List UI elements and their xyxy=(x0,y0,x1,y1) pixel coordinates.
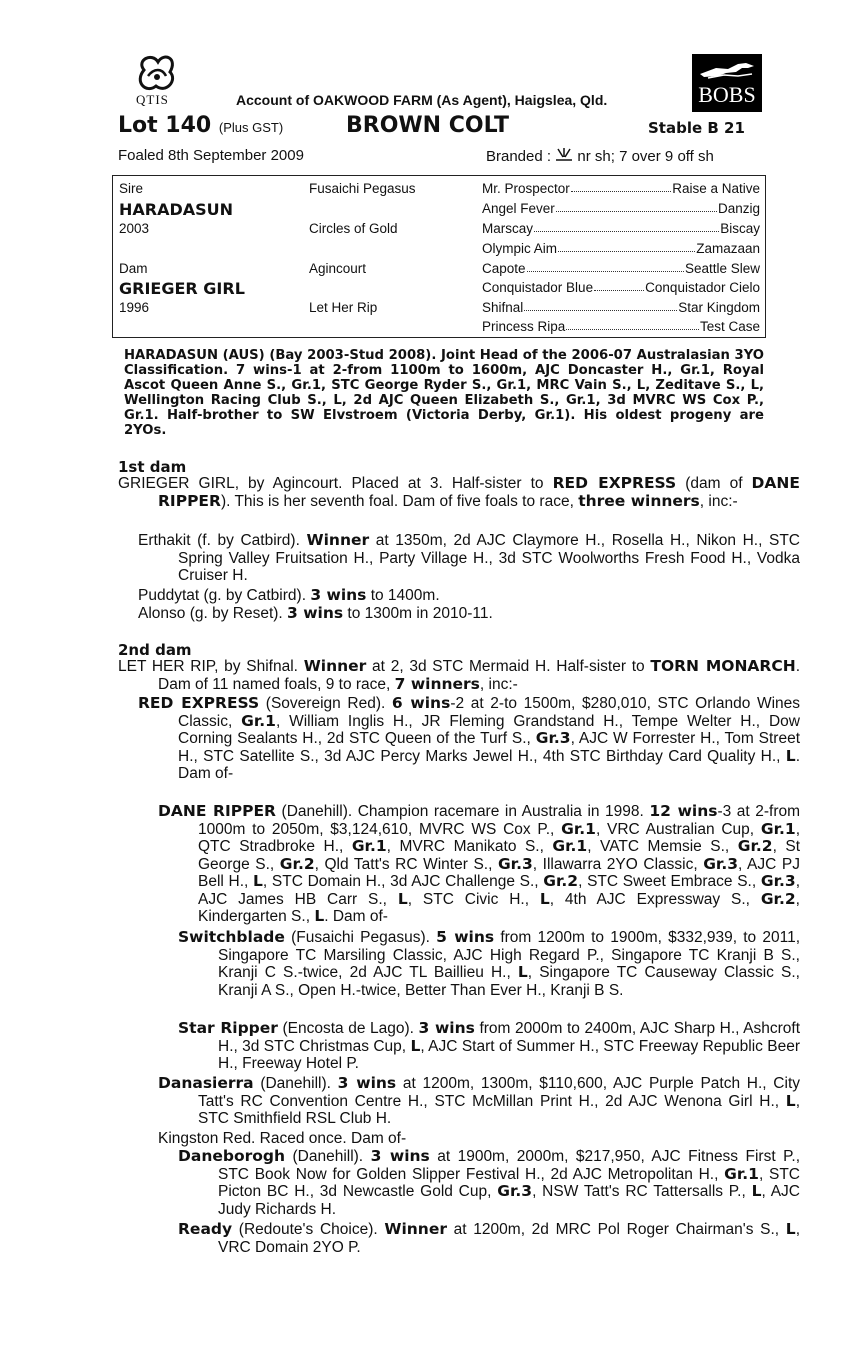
emphasis: Star Ripper xyxy=(178,1019,278,1037)
pedigree-row xyxy=(482,181,760,196)
emphasis: Gr.2 xyxy=(543,872,579,890)
emphasis: Gr.1 xyxy=(351,837,387,855)
ancestor: Zamazaan xyxy=(696,241,760,256)
emphasis: L xyxy=(785,1220,796,1238)
ancestor: Angel Fever xyxy=(482,201,555,216)
progeny-ready: Ready (Redoute's Choice). Winner at 1200m, 2d MRC Pol Roger Chairman's S., L, VRC Domain 2YO P. xyxy=(178,1220,800,1256)
emphasis: Gr.3 xyxy=(535,729,571,747)
dam-dam: Let Her Rip xyxy=(309,300,378,315)
emphasis: 6 wins xyxy=(391,694,451,712)
second-dam-paragraph: LET HER RIP, by Shifnal. Winner at 2, 3d STC Mermaid H. Half-sister to TORN MONARCH. Dam of 11 named foals, 9 to race, 7 winners, inc:- xyxy=(118,657,801,693)
emphasis: Gr.1 xyxy=(724,1164,759,1183)
sire-year: 2003 xyxy=(119,221,150,236)
emphasis: RED EXPRESS xyxy=(138,694,260,712)
stable-location: Stable B 21 xyxy=(648,119,745,137)
emphasis: Daneborogh xyxy=(178,1147,286,1165)
emphasis: L xyxy=(253,872,263,890)
emphasis: three winners xyxy=(578,491,700,510)
emphasis: 7 winners xyxy=(394,674,480,693)
pedigree-row xyxy=(482,300,760,315)
ancestor: Mr. Prospector xyxy=(482,181,570,196)
emphasis: Gr.3 xyxy=(760,872,796,890)
first-dam-paragraph: GRIEGER GIRL, by Agincourt. Placed at 3. Half-sister to RED EXPRESS (dam of DANE RIPPER). This is her seventh foal. Dam of five foals to race, three winners, inc:- xyxy=(118,474,800,510)
emphasis: RED EXPRESS xyxy=(552,474,677,492)
emphasis: L xyxy=(785,746,796,765)
dam-name: GRIEGER GIRL xyxy=(119,279,245,298)
first-dam-heading: 1st dam xyxy=(118,458,187,476)
emphasis: TORN MONARCH xyxy=(650,657,796,675)
emphasis: 3 wins xyxy=(418,1019,475,1037)
pedigree-row xyxy=(482,261,760,276)
branded-suffix: nr sh; 7 over 9 off sh xyxy=(577,148,714,165)
ancestor: Shifnal xyxy=(482,300,524,315)
progeny-erthakit: Erthakit (f. by Catbird). Winner at 1350m, 2d AJC Claymore H., Rosella H., Nikon H., STC Spring Valley Fruitsation H., Party Village H., 3d STC Woolworths Fresh Food H., Vodka Cruiser H. xyxy=(138,531,800,584)
progeny-dane-ripper: DANE RIPPER (Danehill). Champion racemare in Australia in 1998. 12 wins-3 at 2-from 1000m to 2050m, $3,124,610, MVRC WS Cox P., Gr.1, VRC Australian Cup, Gr.1, QTC Stradbroke H., Gr.1, MVRC Manikato S., Gr.1, VATC Memsie S., Gr.2, St George S., Gr.2, Qld Tatt's RC Winter S., Gr.3, Illawarra 2YO Classic, Gr.3, AJC PJ Bell H., L, STC Domain H., 3d AJC Challenge S., Gr.2, STC Sweet Embrace S., Gr.3, AJC James HB Carr S., L, STC Civic H., L, 4th AJC Expressway S., Gr.2, Kindergarten S., L. Dam of- xyxy=(158,802,801,925)
emphasis: Gr.2 xyxy=(279,854,315,873)
ancestor: Marscay xyxy=(482,221,534,236)
emphasis: Ready xyxy=(178,1220,233,1238)
ancestor: Conquistador Cielo xyxy=(645,280,760,295)
pedigree-row xyxy=(482,221,760,236)
ancestor: Princess Ripa xyxy=(482,319,566,334)
progeny-kingston-red: Kingston Red. Raced once. Dam of- xyxy=(158,1130,407,1147)
progeny-switchblade: Switchblade (Fusaichi Pegasus). 5 wins from 1200m to 1900m, $332,939, to 2011, Singapore TC Marsiling Classic, AJC High Regard P., Singapore TC Kranji B S., Kranji C S.-twice, 2d AJC TL Baillieu H., L, Singapore TC Causeway Classic S., Kranji A S., Open H.-twice, Better Than Ever H., Kranji B S. xyxy=(178,928,801,999)
ancestor: Danzig xyxy=(717,201,760,216)
emphasis: 12 wins xyxy=(649,802,718,820)
sire-sire: Fusaichi Pegasus xyxy=(309,181,416,196)
foaling-date: Foaled 8th September 2009 xyxy=(118,147,304,164)
dam-label: Dam xyxy=(119,261,148,276)
sire-summary: HARADASUN (AUS) (Bay 2003-Stud 2008). Joint Head of the 2006-07 Australasian 3YO Classification. 7 wins-1 at 2-from 1100m to 1600m, AJC Doncaster H., Gr.1, Royal Ascot Queen Anne S., Gr.1, STC George Ryder S., Gr.1, MRC Vain S., L, Zeditave S., L, Wellington Racing Club S., L, 2d AJC Queen Elizabeth S., Gr.1, 3d MVRC WS Cox P., Gr.1. Half-brother to SW Elvstroem (Victoria Derby, Gr.1). His oldest progeny are 2YOs. xyxy=(124,348,764,438)
emphasis: 5 wins xyxy=(436,928,495,946)
emphasis: 3 wins xyxy=(337,1074,397,1092)
pedigree-table xyxy=(112,175,766,338)
emphasis: DANE RIPPER xyxy=(158,802,276,820)
branded-prefix: Branded : xyxy=(486,148,552,165)
emphasis: L xyxy=(785,1091,796,1110)
sire-dam: Circles of Gold xyxy=(309,221,398,236)
emphasis: Gr.3 xyxy=(497,1182,533,1200)
progeny-daneborogh: Daneborogh (Danehill). 3 wins at 1900m, 2000m, $217,950, AJC Fitness First P., STC Book Now for Golden Slipper Festival H., 2d AJC Metropolitan H., Gr.1, STC Picton BC H., 3d Newcastle Gold Cup, Gr.3, NSW Tatt's RC Tattersalls P., L, AJC Judy Richards H. xyxy=(178,1147,801,1218)
emphasis: L xyxy=(397,889,408,908)
sire-label: Sire xyxy=(119,181,144,196)
vendor-account: Account of OAKWOOD FARM (As Agent), Haigslea, Qld. xyxy=(236,92,608,108)
emphasis: 3 wins xyxy=(287,604,344,622)
emphasis: Gr.1 xyxy=(561,819,596,838)
emphasis: Danasierra xyxy=(158,1074,254,1092)
horse-description: BROWN COLT xyxy=(346,113,509,138)
ancestor: Seattle Slew xyxy=(684,261,760,276)
progeny-danasierra: Danasierra (Danehill). 3 wins at 1200m, 1300m, $110,600, AJC Purple Patch H., City Tatt's RC Convention Centre H., STC McMillan Print H., 2d AJC Wenona Girl H., L, STC Smithfield RSL Club H. xyxy=(158,1074,800,1127)
emphasis: Winner xyxy=(384,1220,447,1238)
emphasis: 3 wins xyxy=(370,1147,430,1165)
emphasis: Gr.3 xyxy=(703,854,739,873)
brand-info xyxy=(486,147,714,165)
lot-label: Lot 140 xyxy=(118,113,212,138)
bobs-logo xyxy=(692,54,762,112)
pedigree-row xyxy=(482,319,760,334)
ancestor: Star Kingdom xyxy=(678,300,760,315)
emphasis: DANE RIPPER xyxy=(158,474,800,510)
emphasis: L xyxy=(314,907,325,925)
emphasis: Gr.2 xyxy=(737,837,773,855)
emphasis: Winner xyxy=(306,531,370,549)
pedigree-row xyxy=(482,201,760,216)
ancestor: Biscay xyxy=(720,221,760,236)
progeny-alonso: Alonso (g. by Reset). 3 wins to 1300m in 2010-11. xyxy=(138,604,493,622)
horse-icon xyxy=(698,60,756,80)
progeny-red-express: RED EXPRESS (Sovereign Red). 6 wins-2 at 2-to 1500m, $280,010, STC Orlando Wines Classic, Gr.1, William Inglis H., JR Fleming Grandstand H., Tempe Welter H., Dow Corning Sealants H., 2d STC Queen of the Turf S., Gr.3, AJC W Forrester H., Tom Street H., STC Satellite S., 3d AJC Percy Marks Jewel H., 4th STC Birthday Card Quality H., L. Dam of- xyxy=(138,694,801,782)
lot-note: (Plus GST) xyxy=(218,120,284,135)
emphasis: L xyxy=(751,1182,762,1200)
ancestor: Conquistador Blue xyxy=(482,280,594,295)
emphasis: L xyxy=(517,963,528,981)
ancestor: Capote xyxy=(482,261,526,276)
emphasis: Switchblade xyxy=(178,928,285,946)
emphasis: L xyxy=(410,1036,421,1055)
sire-name: HARADASUN xyxy=(119,200,234,219)
emphasis: Winner xyxy=(303,657,367,675)
dam-year: 1996 xyxy=(119,300,150,315)
ancestor: Test Case xyxy=(699,319,760,334)
ancestor: Raise a Native xyxy=(672,181,760,196)
pedigree-row xyxy=(482,280,760,295)
emphasis: L xyxy=(539,889,550,908)
emphasis: Gr.1 xyxy=(241,711,276,730)
lot-number xyxy=(118,113,283,138)
qtis-label: QTIS xyxy=(136,92,169,107)
second-dam-heading: 2nd dam xyxy=(118,641,192,659)
pedigree-row xyxy=(482,241,760,256)
ancestor: Olympic Aim xyxy=(482,241,558,256)
emphasis: Gr.2 xyxy=(760,889,796,908)
dam-sire: Agincourt xyxy=(309,261,367,276)
progeny-puddytat: Puddytat (g. by Catbird). 3 wins to 1400m. xyxy=(138,586,440,604)
emphasis: Gr.1 xyxy=(552,837,588,855)
emphasis: 3 wins xyxy=(310,586,367,604)
emphasis: Gr.1 xyxy=(760,819,796,838)
emphasis: Gr.3 xyxy=(497,854,533,873)
progeny-star-ripper: Star Ripper (Encosta de Lago). 3 wins from 2000m to 2400m, AJC Sharp H., Ashcroft H., 3d STC Christmas Cup, L, AJC Start of Summer H., STC Freeway Republic Beer H., Freeway Hotel P. xyxy=(178,1019,801,1072)
brand-mark-icon xyxy=(555,147,573,163)
bobs-label: BOBS xyxy=(698,82,756,107)
